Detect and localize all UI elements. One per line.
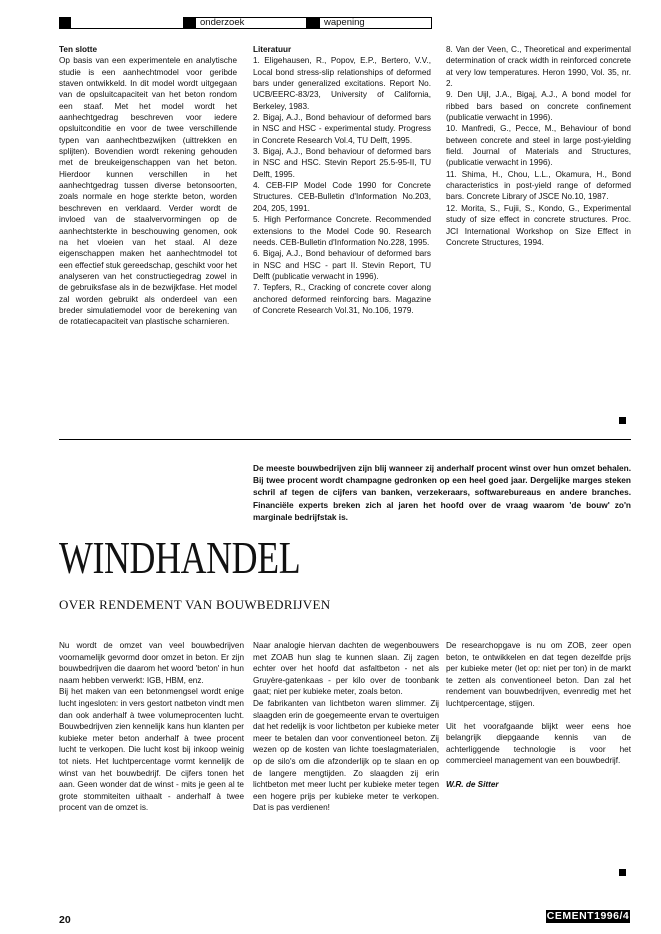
reference-item: 4. CEB-FIP Model Code 1990 for Concrete Structures. CEB-Bulletin d'Information No.203, 204, 205, 1991.	[253, 181, 431, 213]
article-column-2	[253, 640, 439, 814]
article-paragraph: Uit het voorafgaande blijkt weer eens hoe belangrijk diepgaande kennis van de achterliggende technologie is voor het commercieel management van een bouwbedrijf.	[446, 721, 631, 766]
article-paragraph: Bij het maken van een betonmengsel wordt enige lucht ingesloten: in vers gestort natbeton vindt men dan ook anderhalf à twee volumeprocenten lucht. Bouwbedrijven zien kennelijk kans hun klanten per kubieke meter beton anderhalf à twee procent lucht te verkopen. Die lucht kost bij inkoop weinig tot niets. Het luchtpercentage vormt kennelijk de winst van het bouwbedrijf. De cijfers tonen het aan. Geen wonder dat de winst - mits je geen al te grote stommiteiten uithaalt - anderhalf à twee procent van de omzet is.	[59, 687, 244, 813]
references-column-1	[253, 44, 431, 316]
ten-slotte-column	[59, 44, 237, 328]
reference-item: 1. Eligehausen, R., Popov, E.P., Bertero, V.V., Local bond stress-slip relationships of deformed bars under generalized excitations. Report No. UCB/EERC-83/23, University of California, Berkeley, 1983.	[253, 56, 431, 111]
reference-item: 2. Bigaj, A.J., Bond behaviour of deformed bars in NSC and HSC - experimental study. Progress in Concrete Research Vol.4, TU Delft, 1995.	[253, 113, 431, 145]
article-author: W.R. de Sitter	[446, 779, 499, 789]
section-divider	[59, 439, 631, 440]
article-title: WINDHANDEL	[59, 532, 301, 583]
article-paragraph: Naar analogie hiervan dachten de wegenbouwers met ZOAB hun slag te kunnen slaan. Zij zagen echter over het hoofd dat asfaltbeton - net als Gruyère-gatenkaas - per kilo over de toonbank gaat; niet per kubieke meter, zoals beton.	[253, 641, 439, 697]
page-number: 20	[59, 914, 71, 926]
header-section-wapening	[307, 17, 432, 29]
reference-item: 12. Morita, S., Fujii, S., Kondo, G., Experimental study of size effect in concrete structures. Proc. JCI International Workshop on Size Effect in Concrete Structures, 1994.	[446, 203, 631, 247]
reference-item: 5. High Performance Concrete. Recommended extensions to the Model Code 90. Research needs. CEB-Bulletin d'Information No.228, 1995.	[253, 215, 431, 247]
header-square-icon	[184, 18, 196, 28]
article-paragraph: De fabrikanten van lichtbeton waren slimmer. Zij slaagden erin de goegemeente ervan te overtuigen dat het redelijk is voor lichtbeton per kubieke meter meer te betalen dan voor conventioneel beton. Zij wezen op de kosten van lichte toeslagmaterialen, op de silo's om die afzonderlijk op te slaan en op de langere mengtijden. Zo slaagden zij erin lichtbeton met meer lucht per kubieke meter tegen een hogere prijs per kubieke meter te verkopen. Dat is pas verdienen!	[253, 698, 439, 813]
reference-item: 9. Den Uijl, J.A., Bigaj, A.J., A bond model for ribbed bars based on concrete confinement (publicatie verwacht in 1996).	[446, 90, 631, 123]
header-left-square	[59, 17, 71, 29]
reference-item: 11. Shima, H., Chou, L.L., Okamura, H., Bond characteristics in post-yield range of deformed bars. Concrete Library of JSCE No.10, 1987.	[446, 169, 631, 202]
header-bar-left	[59, 17, 183, 29]
reference-item: 7. Tepfers, R., Cracking of concrete cover along anchored deformed reinforcing bars. Magazine of Concrete Research Vol.31, No.106, 1979.	[253, 283, 431, 315]
section-heading: Ten slotte	[59, 45, 98, 54]
header-section-label: wapening	[324, 17, 365, 28]
issue-label: CEMENT1996/4	[546, 910, 630, 922]
article-column-3	[446, 640, 631, 791]
article-subtitle: OVER RENDEMENT VAN BOUWBEDRIJVEN	[59, 597, 331, 612]
end-of-article-square	[619, 417, 626, 424]
references-heading: Literatuur	[253, 45, 292, 54]
header-section-label: onderzoek	[200, 17, 245, 28]
header-section-onderzoek	[183, 17, 307, 29]
references-column-2	[446, 44, 631, 248]
article-paragraph: De researchopgave is nu om ZOB, zeer open beton, te ontwikkelen en dat tegen dezelfde prijs per kubieke meter (let op: niet per ton) in de markt te zetten als conventioneel beton. Dan zal het rendement van bouwbedrijven, evenredig met het luchtpercentage, stijgen.	[446, 641, 631, 708]
reference-item: 8. Van der Veen, C., Theoretical and experimental determination of crack width in reinforced concrete at very low temperatures. Heron 1990, Vol. 35, nr. 2.	[446, 45, 631, 89]
reference-item: 6. Bigaj, A.J., Bond behaviour of deformed bars in NSC and HSC - part II. Stevin Report, TU Delft (publicatie verwacht in 1996).	[253, 249, 431, 281]
article-column-1	[59, 640, 244, 814]
header-square-icon	[308, 18, 320, 28]
end-of-article-square	[619, 869, 626, 876]
article-paragraph: Nu wordt de omzet van veel bouwbedrijven voornamelijk gevormd door omzet in beton. Er zijn bouwbedrijven die daarom het woord 'beton' in hun naam hebben verwerkt: IGB, HBM, enz.	[59, 641, 244, 685]
lead-paragraph: De meeste bouwbedrijven zijn blij wanneer zij anderhalf procent winst over hun omzet behalen. Bij twee procent wordt champagne gedronken op een heel goed jaar. Dergelijke marges steken schril af tegen de cijfers van banken, verzekeraars, softwarebureaus en andere branches. Financiële experts breken zich al jaren het hoofd over de vraag waarom 'de bouw' zo'n marginale bedrijfstak is.	[253, 463, 631, 522]
section-body: Op basis van een experimentele en analytische studie is een aanhechtmodel voor geribde staven ontwikkeld. In dit model wordt uitgegaan van de opsluitcapaciteit van het beton rondom een staaf. Met het model wordt het aanhechtgedrag beschreven voor iedere opsluitconditie en voor de twee verschillende typen van aanhechtbezwijken (uittrekken en splijten). Bovendien wordt rekening gehouden met de breukeigenschappen van het beton. Hierdoor kunnen verschillen in het aanhechtgedrag tussen diverse betonsoorten, zoals normale en hoge sterkte beton, worden beschreven en verklaard. Verder wordt de invloed van de staalvervormingen op de aanhechtsterkte in beschouwing genomen, ook na het vloeien van het staal. Al deze eigenschappen maken het aanhechtmodel tot een effectief stuk gereedschap, geschikt voor het analyseren van het constructiegedrag zowel in de gebruiksfase als in de bezwijkfase. Het model zal worden gebruikt als onderdeel van een breder simulatiemodel voor de berekening van de rotatiecapaciteit van plastische scharnieren.	[59, 56, 237, 327]
reference-item: 3. Bigaj, A.J., Bond behaviour of deformed bars in NSC and HSC. Stevin Report 25.5-95-II, TU Delft, 1995.	[253, 147, 431, 179]
reference-item: 10. Manfredi, G., Pecce, M., Behaviour of bond between concrete and steel in large post-yielding field. Journal of Materials and Structures, (publicatie verwacht in 1996).	[446, 124, 631, 168]
